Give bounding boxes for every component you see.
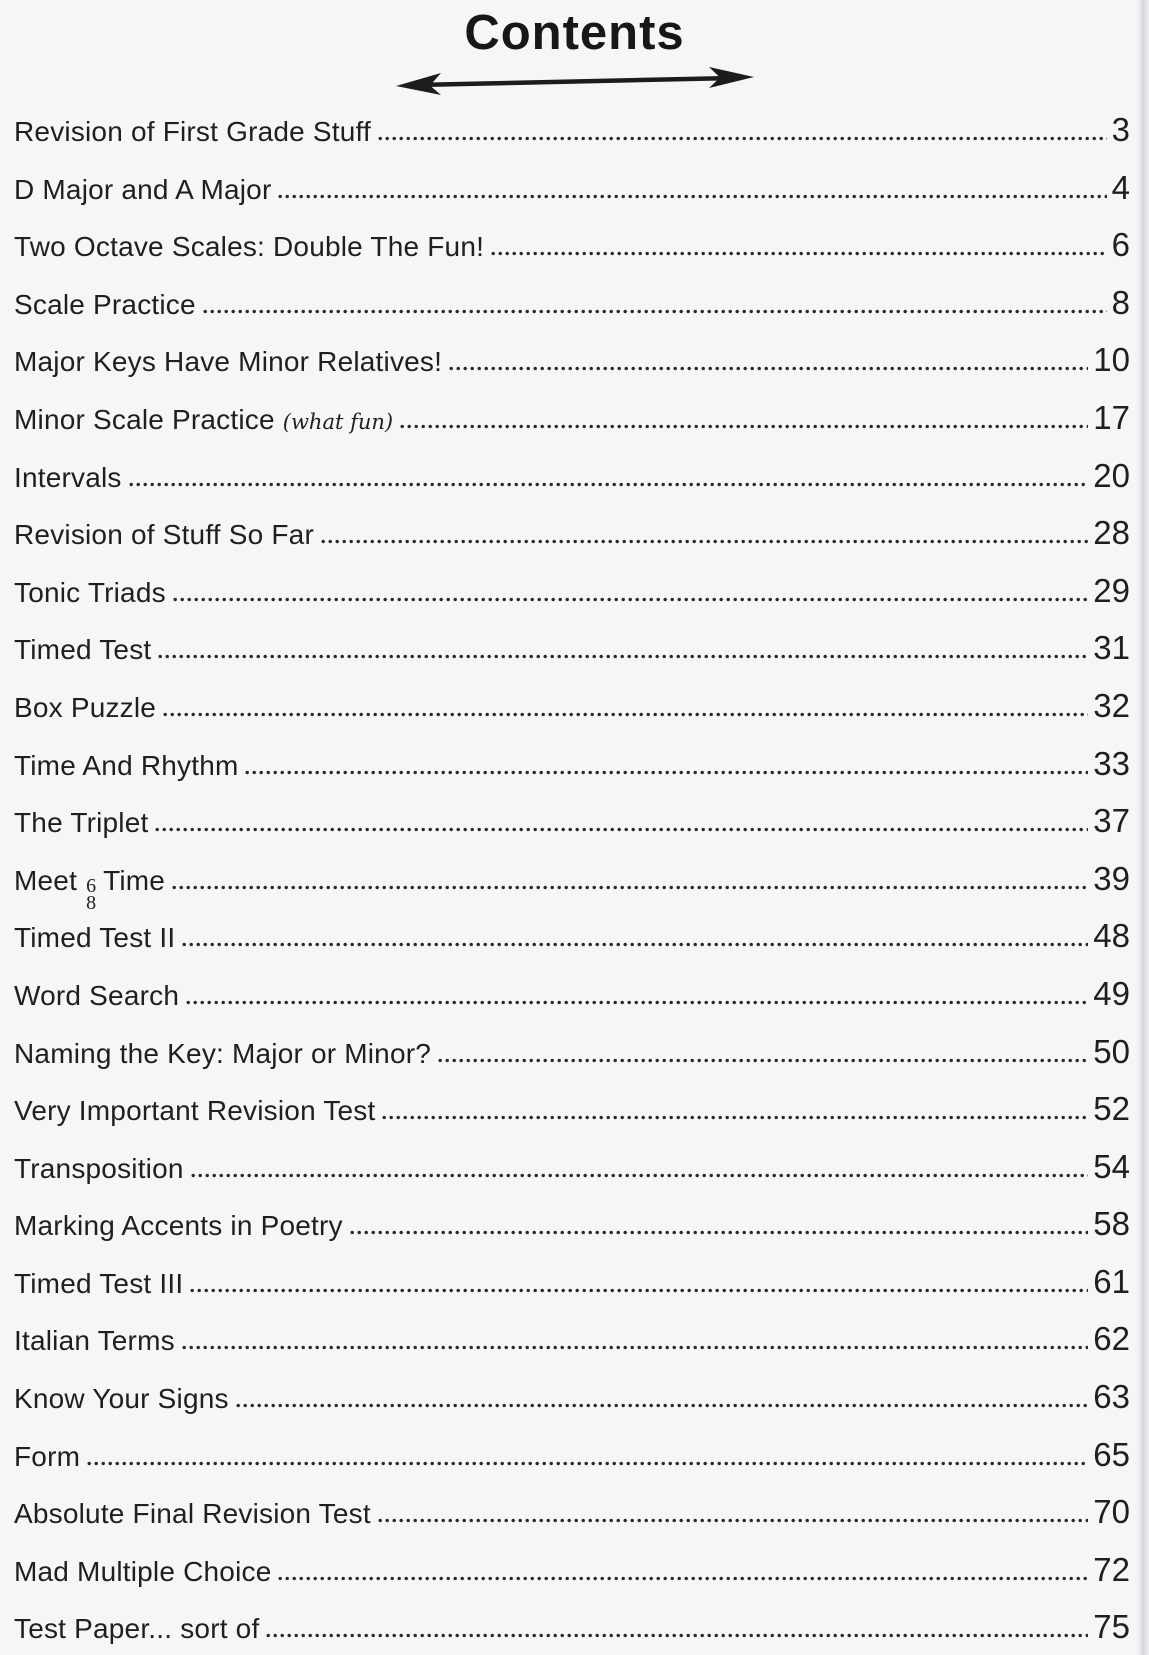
toc-entry-row xyxy=(14,387,1130,445)
toc-entry-row xyxy=(14,157,1130,215)
toc-entry-label: Form xyxy=(14,1440,81,1472)
toc-entry-label: D Major and A Major xyxy=(14,173,272,205)
toc-entry-row xyxy=(14,733,1130,791)
toc-entry-row xyxy=(14,1021,1130,1079)
time-signature-denominator: 8 xyxy=(86,892,97,915)
dotted-leader xyxy=(182,1345,1088,1350)
toc-entry-label: Scale Practice xyxy=(14,288,196,320)
toc-page-number: 17 xyxy=(1093,398,1130,436)
dotted-leader xyxy=(87,1461,1088,1466)
toc-entry-row xyxy=(14,790,1130,848)
dotted-leader xyxy=(190,1288,1088,1293)
toc-page-number: 32 xyxy=(1093,686,1130,724)
toc-entry-label: Italian Terms xyxy=(14,1325,175,1357)
toc-page-number: 52 xyxy=(1093,1090,1130,1128)
dotted-leader xyxy=(266,1633,1088,1638)
toc-entry-row xyxy=(14,272,1130,330)
toc-entry-label: Mad Multiple Choice xyxy=(14,1555,272,1587)
dotted-leader xyxy=(321,539,1088,544)
toc-entry-label: Transposition xyxy=(14,1152,184,1184)
table-of-contents xyxy=(0,99,1149,1654)
toc-page-number: 70 xyxy=(1093,1493,1130,1531)
toc-entry-label: The Triplet xyxy=(14,807,149,839)
toc-entry-label: Naming the Key: Major or Minor? xyxy=(14,1037,432,1069)
toc-entry-label: Revision of First Grade Stuff xyxy=(14,116,371,147)
dotted-leader xyxy=(236,1403,1089,1408)
toc-entry-row xyxy=(14,905,1130,963)
toc-entry-row xyxy=(14,560,1130,618)
page-title: Contents xyxy=(464,6,685,60)
dotted-leader xyxy=(155,827,1088,832)
toc-entry-aside-note: (what fun) xyxy=(282,409,394,434)
dotted-leader xyxy=(438,1058,1088,1063)
toc-page-number: 48 xyxy=(1093,917,1130,955)
toc-page-number: 29 xyxy=(1093,571,1130,609)
dotted-leader xyxy=(449,366,1088,371)
toc-page-number: 63 xyxy=(1093,1378,1130,1416)
dotted-leader xyxy=(182,942,1088,947)
toc-entry-label: Two Octave Scales: Double The Fun! xyxy=(14,231,485,263)
time-signature-6-8 xyxy=(86,874,97,915)
dotted-leader xyxy=(172,885,1088,890)
toc-entry-row xyxy=(14,1136,1130,1194)
dotted-leader xyxy=(191,1173,1089,1178)
toc-entry-label: Word Search xyxy=(14,979,180,1011)
toc-page-number: 58 xyxy=(1093,1205,1130,1243)
toc-entry-row xyxy=(14,617,1130,675)
toc-entry-label: Revision of Stuff So Far xyxy=(14,519,314,551)
toc-entry-row xyxy=(14,1308,1130,1366)
toc-entry-row xyxy=(14,214,1130,272)
toc-page-number: 65 xyxy=(1093,1435,1130,1473)
toc-entry-label: Major Keys Have Minor Relatives! xyxy=(14,346,443,378)
toc-entry-label: Know Your Signs xyxy=(14,1383,229,1415)
toc-page-number: 39 xyxy=(1093,859,1130,897)
toc-entry-label: Test Paper... sort of xyxy=(14,1613,260,1645)
toc-entry-row xyxy=(14,1481,1130,1539)
toc-page-number: 20 xyxy=(1093,456,1130,494)
toc-entry-label: Timed Test II xyxy=(14,922,176,954)
toc-page-number: 50 xyxy=(1093,1032,1130,1070)
title-underline-arrow xyxy=(0,63,1149,99)
dotted-leader xyxy=(186,1000,1088,1005)
toc-entry-label: Box Puzzle xyxy=(14,691,157,723)
toc-entry-label: Timed Test xyxy=(14,634,152,666)
dotted-leader xyxy=(173,597,1088,602)
toc-page-number: 31 xyxy=(1093,629,1130,667)
toc-page-number: 28 xyxy=(1093,514,1130,552)
toc-page-number: 54 xyxy=(1093,1147,1130,1185)
time-signature-numerator: 6 xyxy=(86,874,97,897)
toc-page-number: 75 xyxy=(1093,1608,1130,1646)
dotted-leader xyxy=(378,136,1107,141)
dotted-leader xyxy=(158,654,1088,659)
toc-entry-label: Absolute Final Revision Test xyxy=(14,1498,371,1530)
toc-page-number: 37 xyxy=(1093,802,1130,840)
toc-entry-label: Very Important Revision Test xyxy=(14,1095,376,1127)
toc-entry-label-continued: Time xyxy=(103,864,166,896)
toc-page-number: 33 xyxy=(1093,744,1130,782)
toc-entry-row xyxy=(14,848,1130,915)
toc-entry-row xyxy=(14,1596,1130,1654)
dotted-leader xyxy=(129,482,1089,487)
double-arrow-icon xyxy=(394,63,756,99)
toc-entry-row xyxy=(14,675,1130,733)
toc-page-number: 3 xyxy=(1111,111,1130,148)
toc-page-number: 72 xyxy=(1093,1550,1130,1588)
dotted-leader xyxy=(278,1576,1088,1581)
toc-entry-row xyxy=(14,329,1130,387)
toc-entry-label: Minor Scale Practice xyxy=(14,403,275,435)
toc-entry-label: Tonic Triads xyxy=(14,576,166,608)
toc-entry-row xyxy=(14,963,1130,1021)
dotted-leader xyxy=(245,770,1088,775)
toc-entry-label: Meet xyxy=(14,864,78,896)
toc-entry-row xyxy=(14,1366,1130,1424)
toc-page-number: 61 xyxy=(1093,1262,1130,1300)
toc-page-number: 8 xyxy=(1111,283,1130,321)
toc-entry-row xyxy=(14,1539,1130,1597)
dotted-leader xyxy=(378,1518,1088,1523)
dotted-leader xyxy=(400,424,1088,429)
toc-entry-row xyxy=(14,445,1130,503)
page-header xyxy=(0,0,1149,99)
toc-entry-row xyxy=(14,1251,1130,1309)
dotted-leader xyxy=(203,309,1107,314)
dotted-leader xyxy=(350,1230,1089,1235)
dotted-leader xyxy=(278,194,1106,199)
toc-page-number: 10 xyxy=(1093,341,1130,379)
toc-page-number: 62 xyxy=(1093,1320,1130,1358)
toc-entry-label: Intervals xyxy=(14,461,122,493)
toc-page-number: 49 xyxy=(1093,974,1130,1012)
toc-entry-row xyxy=(14,99,1130,157)
dotted-leader xyxy=(491,251,1107,256)
toc-page-number: 4 xyxy=(1111,168,1130,206)
toc-entry-label: Timed Test III xyxy=(14,1267,184,1299)
dotted-leader xyxy=(163,712,1088,717)
toc-entry-row xyxy=(14,1078,1130,1136)
toc-entry-label: Marking Accents in Poetry xyxy=(14,1210,343,1242)
dotted-leader xyxy=(382,1115,1088,1120)
toc-page-number: 6 xyxy=(1111,226,1130,264)
toc-entry-row xyxy=(14,1424,1130,1482)
toc-entry-row xyxy=(14,1193,1130,1251)
toc-entry-row xyxy=(14,502,1130,560)
toc-entry-label: Time And Rhythm xyxy=(14,749,239,781)
